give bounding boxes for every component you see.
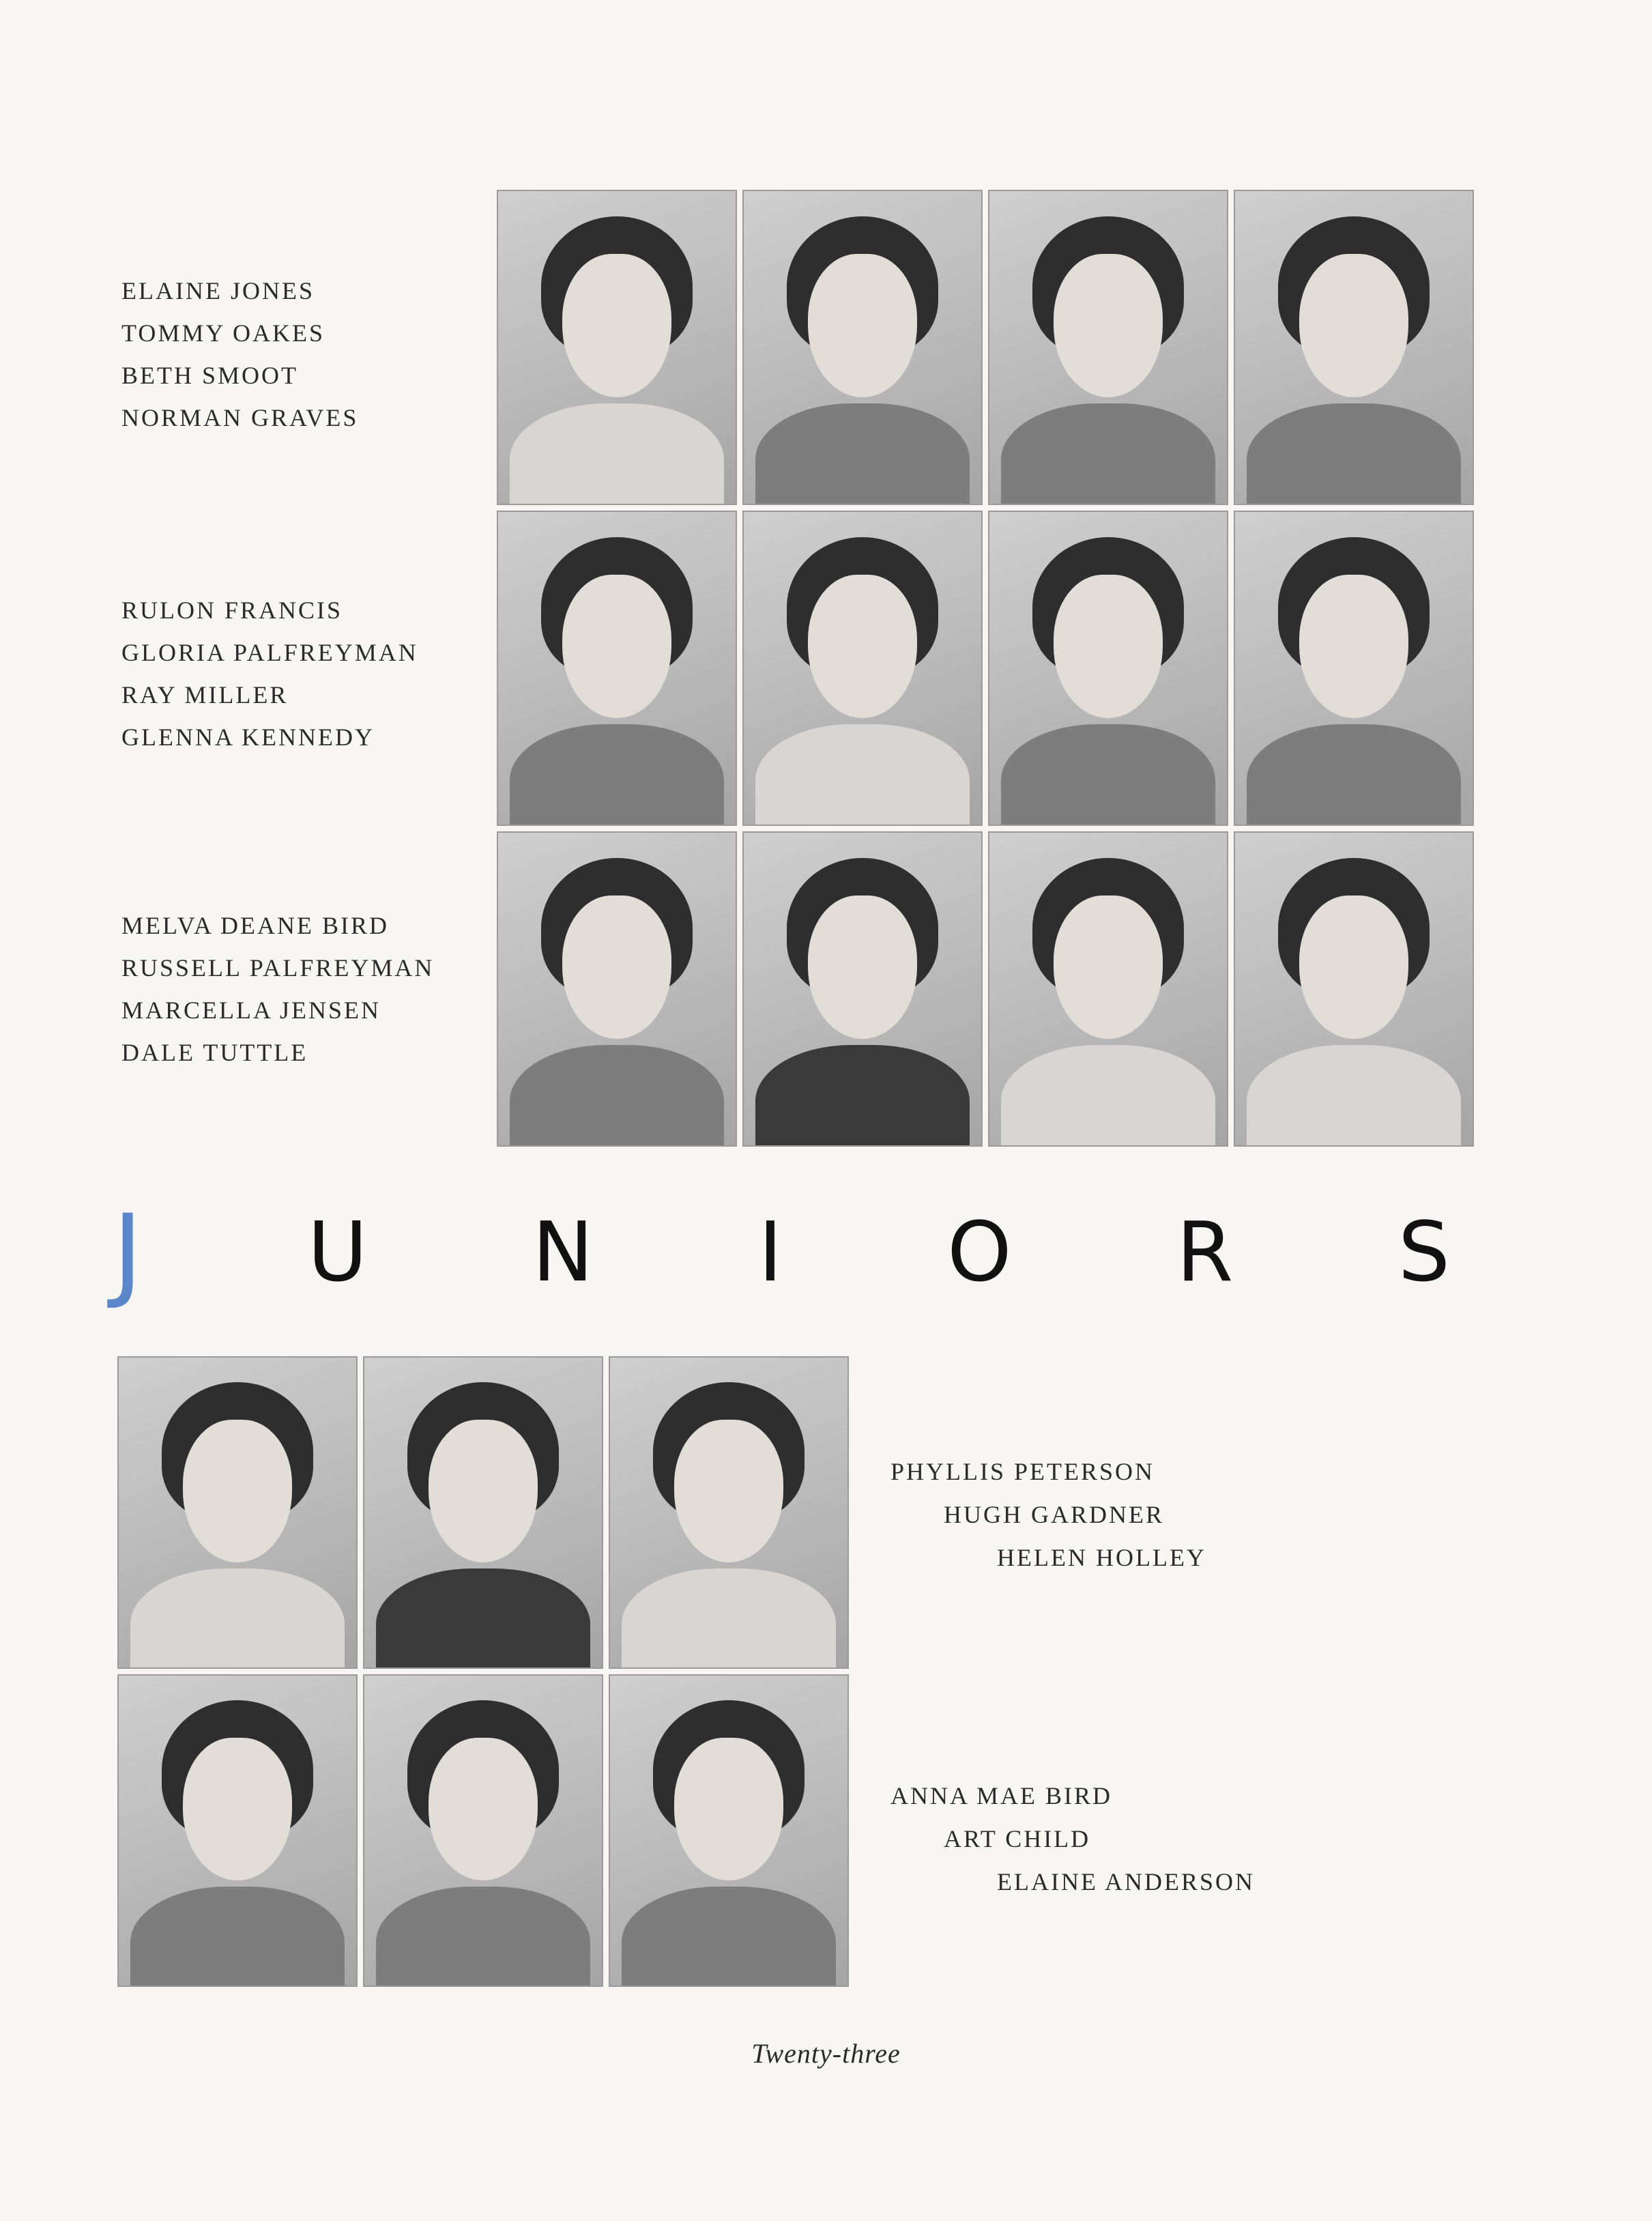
portrait-photo [988,831,1228,1147]
student-name: GLORIA PALFREYMAN [121,639,418,666]
portrait-photo [742,831,983,1147]
title-letter: R [1176,1205,1234,1300]
title-letter: O [947,1205,1012,1300]
name-list-bottom-2 [890,1775,1255,1904]
portrait-photo [497,831,737,1147]
student-name: ELAINE ANDERSON [997,1868,1255,1895]
name-list-row-1 [121,270,358,439]
portrait-photo [497,190,737,505]
student-name: RULON FRANCIS [121,597,343,624]
student-name: MELVA DEANE BIRD [121,912,390,939]
portrait-photo [742,190,983,505]
portrait-grid-bottom [117,1356,849,1987]
student-name: RUSSELL PALFREYMAN [121,954,435,981]
portrait-photo [988,190,1228,505]
name-list-row-2 [121,589,418,758]
student-name: TOMMY OAKES [121,319,325,347]
portrait-photo [609,1674,849,1987]
section-title [113,1193,1450,1312]
student-name: NORMAN GRAVES [121,404,359,431]
portrait-photo [1234,511,1474,826]
student-name: HUGH GARDNER [944,1501,1164,1528]
title-letter: N [532,1205,594,1300]
student-name: ANNA MAE BIRD [890,1782,1113,1809]
student-name: MARCELLA JENSEN [121,997,381,1024]
page-number: Twenty-three [751,2038,901,2069]
portrait-photo [988,511,1228,826]
student-name: HELEN HOLLEY [997,1544,1206,1571]
student-name: GLENNA KENNEDY [121,723,375,751]
portrait-photo [609,1356,849,1669]
name-list-row-3 [121,904,434,1074]
name-list-bottom-1 [890,1450,1206,1579]
portrait-photo [117,1674,358,1987]
title-letter: I [758,1205,783,1300]
title-letter: J [113,1193,143,1312]
portrait-photo [1234,831,1474,1147]
student-name: BETH SMOOT [121,362,299,389]
student-name: ART CHILD [944,1825,1091,1852]
portrait-photo [497,511,737,826]
student-name: ELAINE JONES [121,277,315,304]
student-name: DALE TUTTLE [121,1039,308,1066]
portrait-photo [1234,190,1474,505]
portrait-photo [363,1356,603,1669]
student-name: RAY MILLER [121,681,289,708]
title-letter: S [1397,1205,1450,1300]
portrait-grid-top [497,190,1474,1147]
portrait-photo [742,511,983,826]
portrait-photo [363,1674,603,1987]
student-name: PHYLLIS PETERSON [890,1458,1155,1485]
portrait-photo [117,1356,358,1669]
title-letter: U [307,1205,368,1300]
